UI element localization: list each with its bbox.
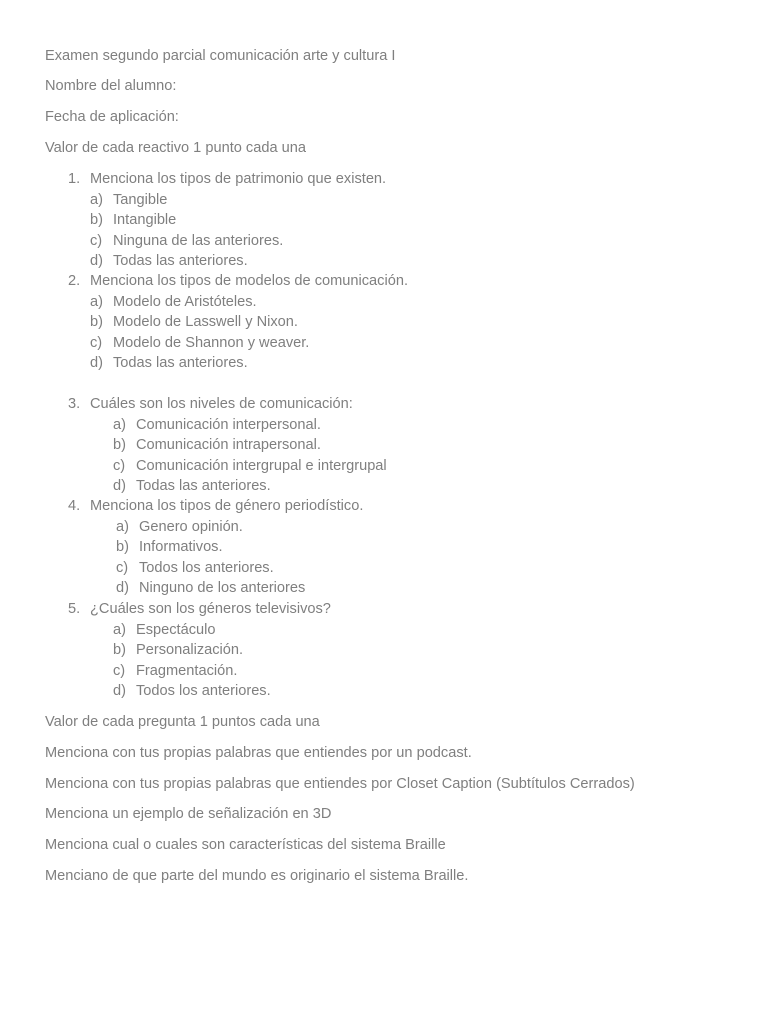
open-question-3d-signage: Menciona un ejemplo de señalización en 3D	[45, 806, 332, 822]
option-item	[116, 578, 745, 599]
option-text: Todos los anteriores.	[139, 559, 274, 576]
option-text: Todas las anteriores.	[113, 253, 248, 269]
option-letter: b)	[90, 212, 103, 228]
option-letter: b)	[90, 314, 103, 330]
option-letter: b)	[113, 437, 126, 453]
option-text: Modelo de Lasswell y Nixon.	[113, 314, 298, 330]
option-item	[90, 251, 745, 272]
question-text: Menciona los tipos de género periodístico.	[90, 498, 364, 514]
question-number: 1.	[68, 171, 81, 187]
value-note-reactivos: Valor de cada reactivo 1 punto cada una	[45, 140, 306, 156]
open-question-braille-origin: Menciano de que parte del mundo es originario el sistema Braille.	[45, 868, 469, 884]
option-text: Personalización.	[136, 642, 244, 658]
option-text: Modelo de Aristóteles.	[113, 293, 257, 310]
option-letter: a)	[113, 416, 126, 433]
option-text: Ninguna de las anteriores.	[113, 232, 284, 249]
question-5	[45, 599, 745, 702]
option-item	[90, 312, 745, 333]
option-text: Informativos.	[139, 539, 223, 555]
option-letter: a)	[113, 621, 126, 638]
option-item	[116, 558, 745, 579]
option-list	[45, 190, 745, 272]
student-name-label: Nombre del alumno:	[45, 78, 177, 94]
option-item	[90, 210, 745, 231]
option-item	[113, 681, 745, 702]
option-text: Modelo de Shannon y weaver.	[113, 334, 310, 351]
option-text: Todas las anteriores.	[113, 355, 248, 371]
option-item	[113, 435, 745, 456]
option-item	[113, 456, 745, 477]
question-1	[45, 169, 745, 272]
option-letter: d)	[116, 580, 129, 596]
question-2	[45, 271, 745, 374]
option-letter: d)	[113, 683, 126, 699]
option-item	[90, 353, 745, 374]
option-letter: b)	[116, 539, 129, 555]
option-item	[113, 415, 745, 436]
option-item	[90, 333, 745, 354]
option-letter: c)	[90, 232, 103, 249]
option-letter: b)	[113, 642, 126, 658]
option-list	[45, 292, 745, 374]
option-letter: a)	[116, 518, 129, 535]
option-item	[113, 640, 745, 661]
option-letter: d)	[90, 355, 103, 371]
application-date-label: Fecha de aplicación:	[45, 109, 179, 125]
option-text: Genero opinión.	[139, 518, 243, 535]
option-text: Comunicación interpersonal.	[136, 416, 321, 433]
option-text: Todos los anteriores.	[136, 683, 271, 699]
option-letter: d)	[90, 253, 103, 269]
option-letter: a)	[90, 191, 103, 208]
option-letter: d)	[113, 478, 126, 494]
option-text: Todas las anteriores.	[136, 478, 271, 494]
option-list	[45, 517, 745, 599]
question-text: Cuáles son los niveles de comunicación:	[90, 396, 353, 412]
option-item	[90, 231, 745, 252]
option-text: Ninguno de los anteriores	[139, 580, 306, 596]
question-text: Menciona los tipos de patrimonio que existen.	[90, 171, 387, 187]
question-number: 4.	[68, 498, 81, 514]
option-item	[90, 190, 745, 211]
open-question-closed-caption: Menciona con tus propias palabras que entiendes por Closet Caption (Subtítulos Cerrados)	[45, 776, 635, 792]
option-item	[113, 661, 745, 682]
option-item	[90, 292, 745, 313]
open-question-podcast: Menciona con tus propias palabras que entiendes por un podcast.	[45, 745, 472, 761]
option-letter: c)	[116, 559, 129, 576]
open-question-braille-features: Menciona cual o cuales son características del sistema Braille	[45, 837, 446, 853]
option-text: Comunicación intrapersonal.	[136, 437, 321, 453]
option-item	[113, 620, 745, 641]
option-letter: c)	[113, 662, 126, 679]
option-text: Espectáculo	[136, 621, 216, 638]
option-text: Intangible	[113, 212, 177, 228]
option-letter: c)	[113, 457, 126, 474]
question-number: 3.	[68, 396, 81, 412]
question-text: ¿Cuáles son los géneros televisivos?	[90, 601, 331, 617]
option-list	[45, 620, 745, 702]
option-item	[116, 537, 745, 558]
question-3	[45, 394, 745, 497]
option-item	[113, 476, 745, 497]
option-text: Comunicación intergrupal e intergrupal	[136, 457, 387, 474]
question-number: 2.	[68, 273, 81, 289]
option-text: Fragmentación.	[136, 662, 238, 679]
value-note-preguntas: Valor de cada pregunta 1 puntos cada una	[45, 714, 320, 730]
option-letter: c)	[90, 334, 103, 351]
exam-title: Examen segundo parcial comunicación arte y cultura I	[45, 48, 396, 64]
option-text: Tangible	[113, 191, 168, 208]
question-4	[45, 496, 745, 599]
option-item	[116, 517, 745, 538]
question-text: Menciona los tipos de modelos de comunicación.	[90, 273, 408, 289]
option-letter: a)	[90, 293, 103, 310]
question-number: 5.	[68, 601, 81, 617]
option-list	[45, 415, 745, 497]
